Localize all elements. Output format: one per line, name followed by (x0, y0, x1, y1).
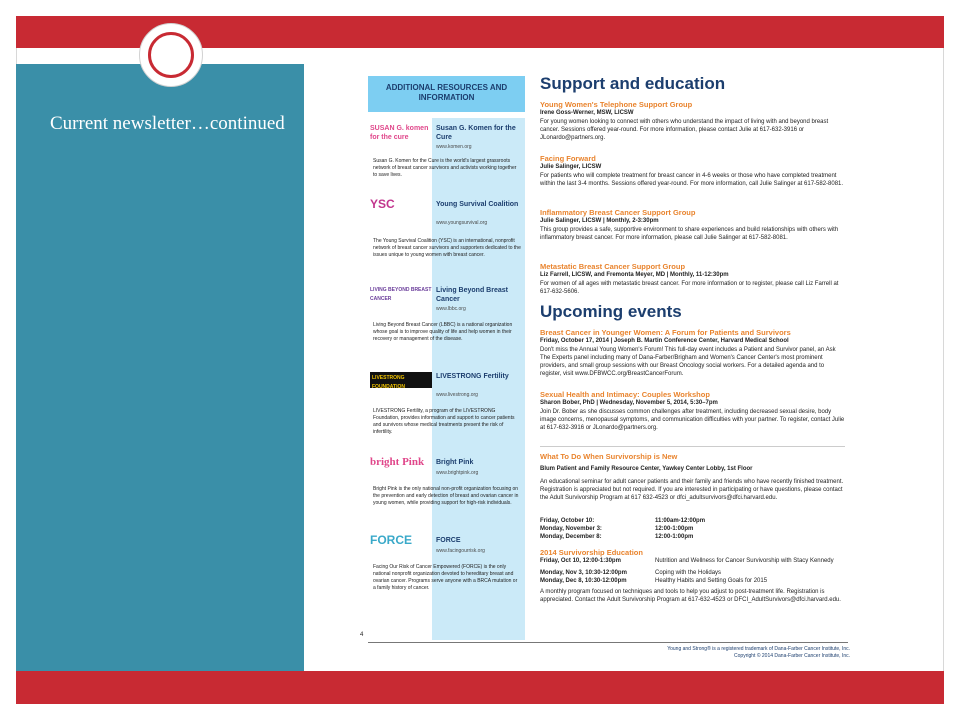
org-url: www.youngsurvival.org (436, 220, 488, 226)
copyright-line: Copyright © 2014 Dana-Farber Cancer Institute, Inc. (734, 653, 850, 659)
org-desc: Living Beyond Breast Cancer (LBBC) is a national organization whose goal is to improve quality of life and help women in their recovery or management of the disease. (373, 322, 513, 342)
education-title: 2014 Survivorship Education (540, 548, 643, 557)
event-sub: Sharon Bober, PhD | Wednesday, November 5, 2014, 5:30–7pm (540, 400, 718, 406)
group-body: This group provides a safe, supportive environment to share experiences and build relationships with others with inflammatory breast cancer. For more information, please call Julie Salinger at 617-582-8081. (540, 227, 839, 241)
event-title: Sexual Health and Intimacy: Couples Workshop (540, 390, 710, 399)
org-name: Bright Pink (436, 459, 474, 466)
survivorship-location: Blum Patient and Family Resource Center, Yawkey Center Lobby, 1st Floor (540, 466, 753, 472)
footer-rule (368, 642, 848, 643)
date-row: Monday, December 8: 12:00-1:00pm (540, 534, 694, 540)
date-row: Monday, November 3: 12:00-1:00pm (540, 526, 694, 532)
org-desc: Bright Pink is the only national non-profit organization focusing on the prevention and early detection of breast and ovarian cancer in young women, while providing support for high-risk individuals. (373, 486, 519, 506)
education-row: Monday, Nov 3, 10:30-12:00pm Coping with the Holidays (540, 570, 722, 576)
group-body: For patients who will complete treatment for breast cancer in 4-6 weeks or those who have completed treatment within the last 3-4 months. Sessions offered year-round. For more information, call Julie Salinger at 617-582-8081. (540, 173, 844, 187)
livestrong-logo: LIVESTRONG FOUNDATION (370, 372, 432, 388)
education-row: Friday, Oct 10, 12:00-1:30pm Nutrition and Wellness for Cancer Survivorship with Stacy Kennedy (540, 558, 834, 564)
newsletter-page (338, 64, 862, 662)
ysc-logo: YSC (370, 197, 395, 211)
resources-column (368, 76, 525, 640)
event-sub: Friday, October 17, 2014 | Joseph B. Martin Conference Center, Harvard Medical School (540, 338, 789, 344)
resources-header: ADDITIONAL RESOURCES AND INFORMATION (368, 76, 525, 112)
sidebar-panel (16, 64, 304, 671)
org-desc: LIVESTRONG Fertility, a program of the LIVESTRONG Foundation, provides information and support to cancer patients and survivors whose medical treatments present the risk of infertility. (373, 408, 515, 435)
event-title: Breast Cancer in Younger Women: A Forum for Patients and Survivors (540, 328, 791, 337)
date-row: Friday, October 10: 11:00am-12:00pm (540, 518, 706, 524)
org-url: www.komen.org (436, 144, 472, 150)
support-heading: Support and education (540, 74, 726, 93)
slide-title: Current newsletter…continued (50, 113, 285, 134)
section-divider (540, 446, 845, 447)
org-url: www.facingourrisk.org (436, 548, 485, 554)
org-name: Living Beyond Breast Cancer (436, 287, 508, 303)
org-name: Young Survival Coalition (436, 201, 519, 208)
org-url: www.lbbc.org (436, 306, 466, 312)
group-sub: Julie Salinger, LICSW | Monthly, 2-3:30pm (540, 218, 659, 224)
org-url: www.livestrong.org (436, 392, 478, 398)
org-name: Susan G. Komen for the Cure (436, 125, 516, 141)
group-body: For young women looking to connect with others who understand the impact of living with and beyond breast cancer. Sessions offered year-round. For more information, please contact Julie at 617-632-3916 or JLonardo@partners.org. (540, 119, 829, 141)
lbbc-logo: LIVING BEYOND BREAST CANCER (370, 287, 432, 302)
brightpink-logo: bright Pink (370, 456, 425, 468)
org-url: www.brightpink.org (436, 470, 479, 476)
group-sub: Irene Goss-Werner, MSW, LICSW (540, 110, 634, 116)
event-body: Join Dr. Bober as she discusses common challenges after treatment, including decreased sexual desire, body image concerns, menopausal symptoms, and communication difficulties with your partner. To register, contact Julie at 617-632-3916 or JLonardo@partners.org. (540, 409, 845, 431)
education-row: Monday, Dec 8, 10:30-12:00pm Healthy Habits and Setting Goals for 2015 (540, 578, 768, 584)
survivorship-title: What To Do When Survivorship is New (540, 452, 678, 461)
group-title: Inflammatory Breast Cancer Support Group (540, 208, 696, 217)
group-title: Young Women's Telephone Support Group (540, 100, 693, 109)
education-body: A monthly program focused on techniques and tools to help you adjust to post-treatment life. Registration is appreciated. Contact the Adult Survivorship Program at 617-632-4523 or DFCI_AdultSurvivors@dfci.harvard.edu. (540, 589, 841, 603)
footer-copyright (667, 646, 850, 660)
events-heading: Upcoming events (540, 302, 682, 321)
page-number: 4 (360, 632, 364, 638)
force-logo: FORCE (370, 533, 412, 547)
org-name: FORCE (436, 537, 461, 544)
org-name: LIVESTRONG Fertility (436, 373, 509, 380)
bottom-band (16, 671, 944, 704)
group-sub: Liz Farrell, LICSW, and Fremonta Meyer, MD | Monthly, 11-12:30pm (540, 272, 729, 278)
group-body: For women of all ages with metastatic breast cancer. For more information or to register, please call Liz Farrell at 617-632-5606. (540, 281, 839, 295)
org-desc: Susan G. Komen for the Cure is the world's largest grassroots network of breast cancer survivors and activists working together to save lives. (373, 158, 517, 178)
survivorship-dates (540, 518, 845, 542)
komen-logo: SUSAN G. komen for the cure (370, 125, 429, 141)
circle-ornament-icon (139, 23, 203, 87)
org-desc: The Young Survival Coalition (YSC) is an international, nonprofit network of breast cancer survivors and supporters dedicated to the issues unique to young women with breast cancer. (373, 238, 521, 258)
org-desc: Facing Our Risk of Cancer Empowered (FORCE) is the only national nonprofit organization devoted to hereditary breast and ovarian cancer. Programs serve anyone with a BRCA mutation or a family history of cancer. (373, 564, 518, 591)
trademark-line: Young and Strong® is a registered trademark of Dana-Farber Cancer Institute, Inc. (667, 646, 850, 652)
survivorship-body: An educational seminar for adult cancer patients and their family and friends who have recently finished treatment. Registration is appreciated but not required. If you are interested in participating or have questions, please contact the Adult Survivorship Program at 617 632-4523 or dfci_adultsurvivors@dfci.harvard.edu. (540, 479, 844, 501)
event-body: Don't miss the Annual Young Women's Forum! This full-day event includes a Patient and Survivor panel, an Ask The Experts panel including many of Dana-Farber/Brigham and Women's Cancer Center's most prominent providers, and small group sessions with our Breast Oncology social workers. For a detailed agenda and to register, visit www.DFBWCC.org/BreastCancerForum. (540, 347, 836, 377)
education-list (540, 558, 845, 586)
group-title: Metastatic Breast Cancer Support Group (540, 262, 686, 271)
group-sub: Julie Salinger, LICSW (540, 164, 602, 170)
group-title: Facing Forward (540, 154, 596, 163)
